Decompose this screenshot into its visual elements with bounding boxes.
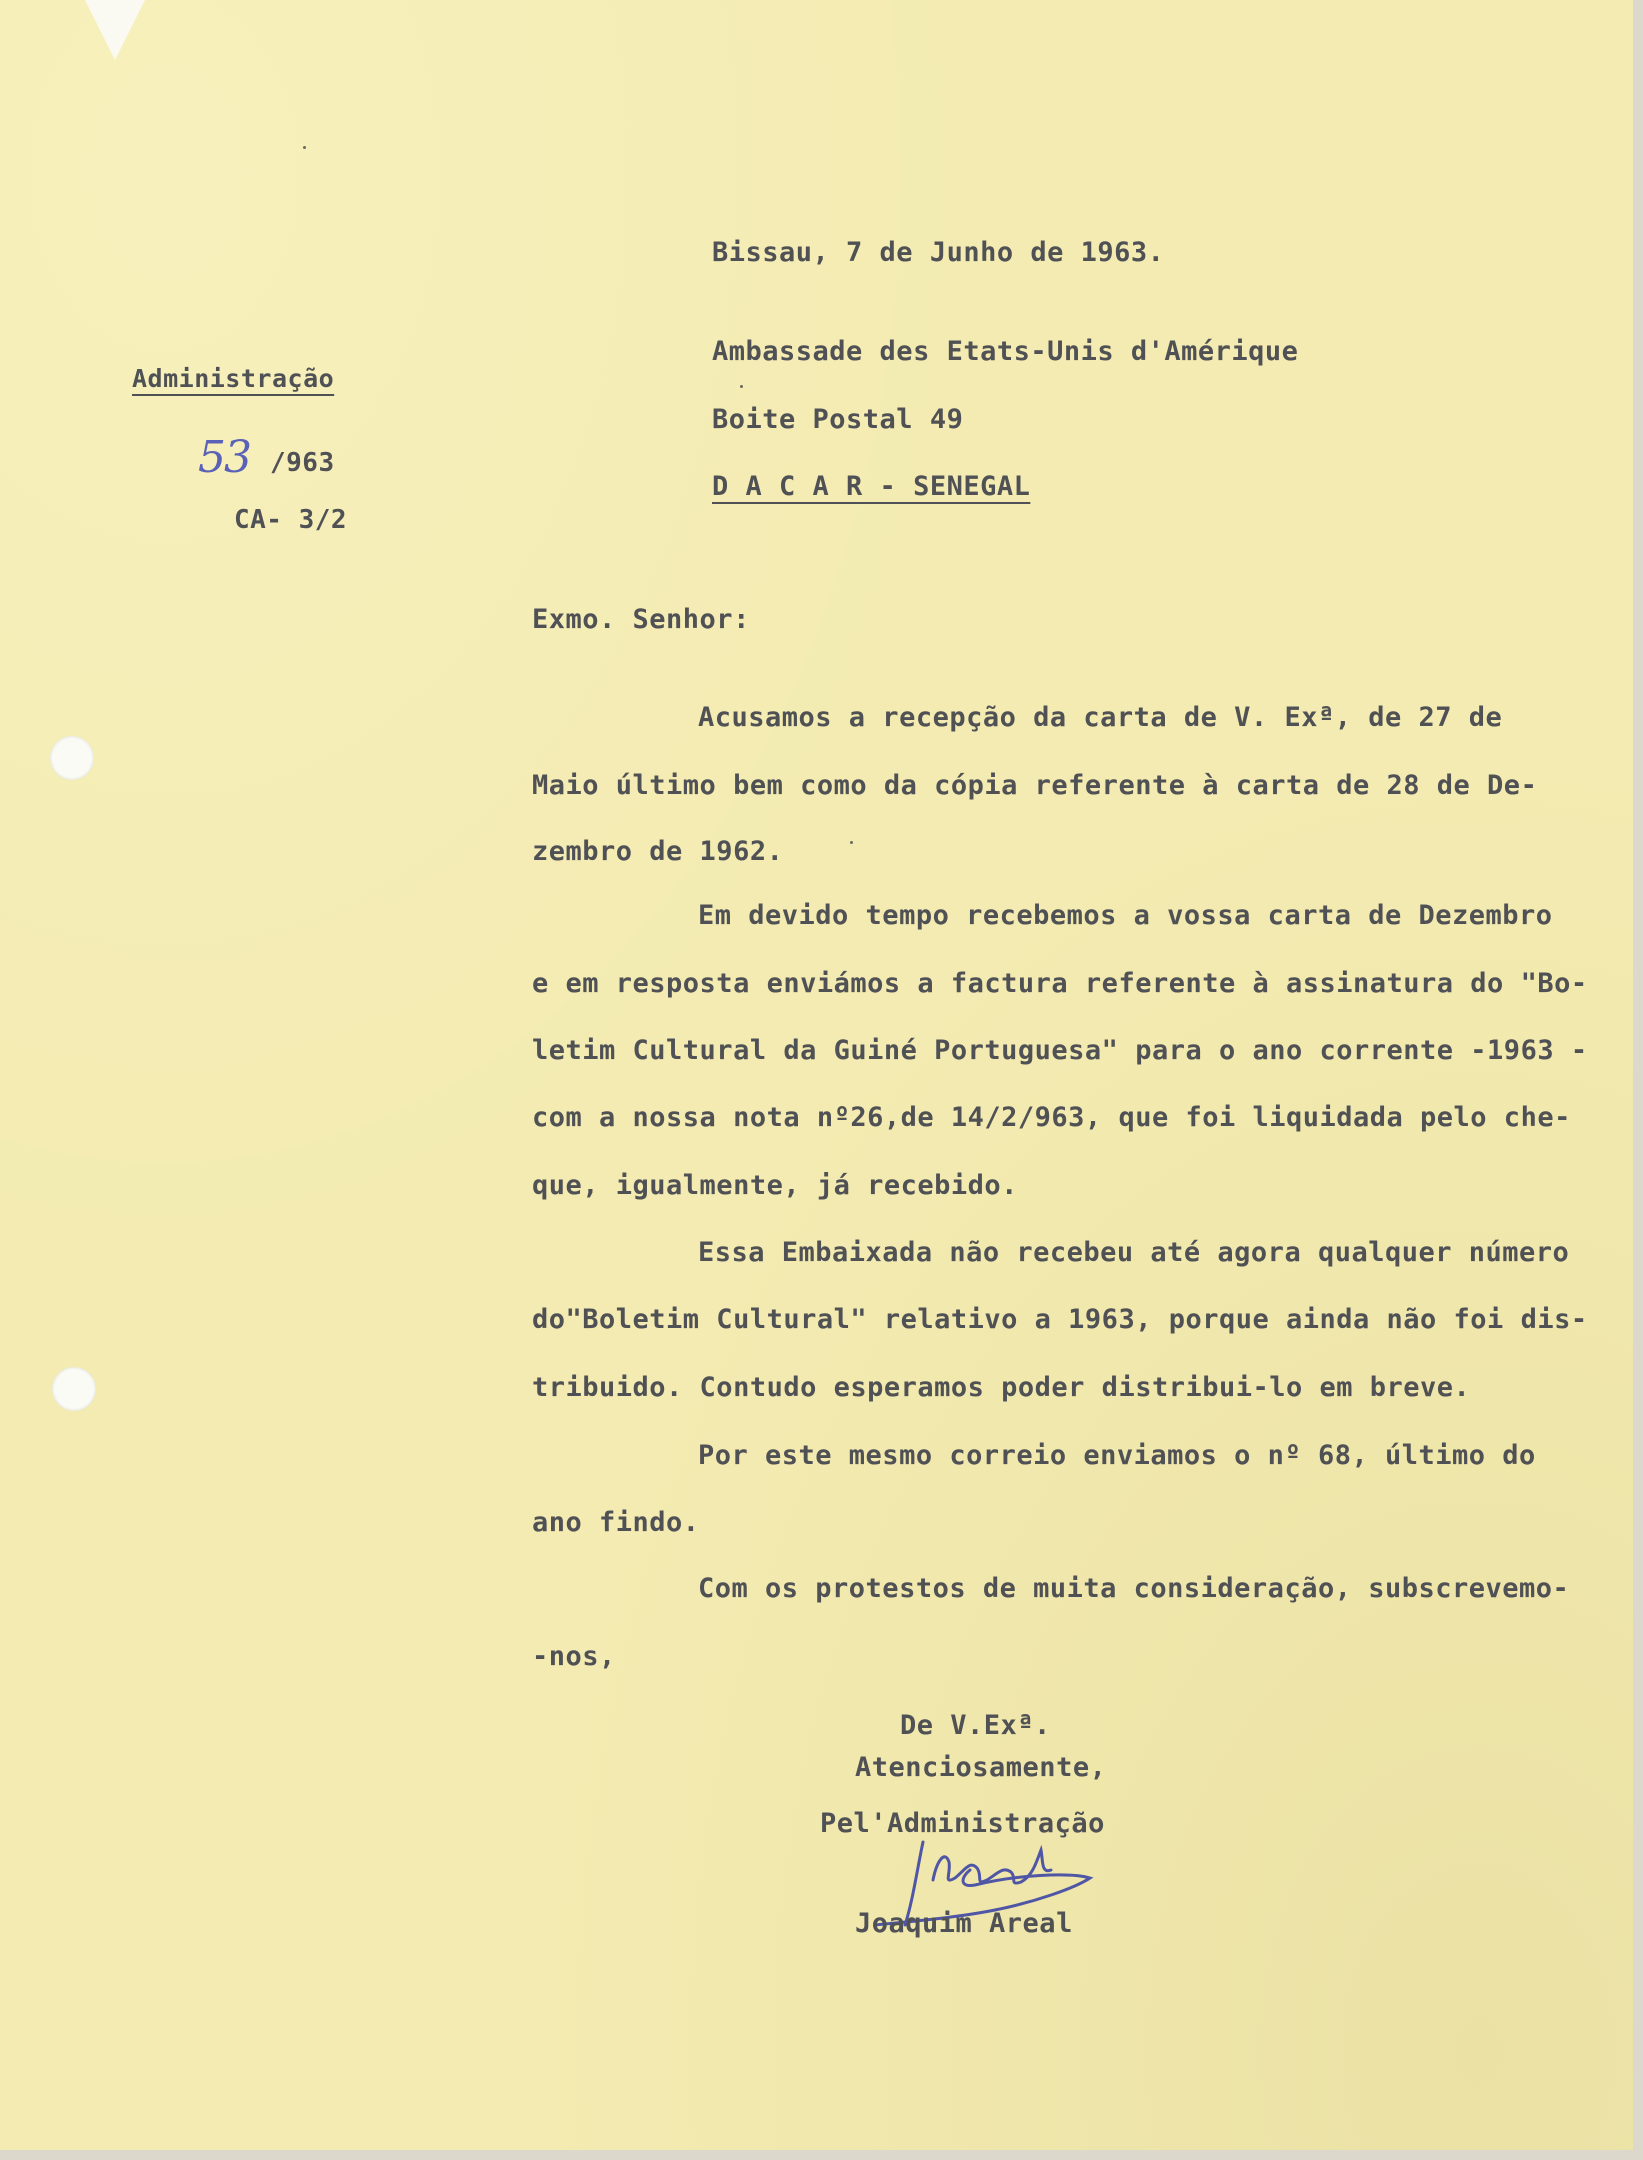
punch-hole-bottom bbox=[52, 1367, 96, 1411]
date-line: Bissau, 7 de Junho de 1963. bbox=[712, 237, 1165, 268]
body-line: do"Boletim Cultural" relativo a 1963, porque ainda não foi dis- bbox=[532, 1304, 1588, 1335]
body-line: com a nossa nota nº26,de 14/2/963, que foi liquidada pelo che- bbox=[532, 1102, 1571, 1133]
body-line: que, igualmente, já recebido. bbox=[532, 1170, 1018, 1201]
torn-corner bbox=[85, 0, 145, 60]
department-heading: Administração bbox=[132, 364, 335, 393]
paper-speck bbox=[740, 385, 743, 388]
body-line: Por este mesmo correio enviamos o nº 68, último do bbox=[698, 1440, 1536, 1471]
recipient-line-2: Boite Postal 49 bbox=[712, 404, 964, 435]
signatory-name: Joaquim Areal bbox=[855, 1908, 1073, 1939]
body-line: Em devido tempo recebemos a vossa carta de Dezembro bbox=[698, 900, 1553, 931]
recipient-line-3: D A C A R - SENEGAL bbox=[712, 471, 1031, 502]
reference-number-suffix: /963 bbox=[270, 448, 335, 478]
body-line: Maio último bem como da cópia referente à carta de 28 de De- bbox=[532, 770, 1538, 801]
body-line: zembro de 1962. bbox=[532, 836, 784, 867]
paper-speck bbox=[303, 146, 306, 149]
body-line: e em resposta enviámos a factura referente à assinatura do "Bo- bbox=[532, 968, 1588, 999]
reference-number-handwritten: 53 bbox=[198, 432, 250, 483]
body-line: Com os protestos de muita consideração, subscrevemo- bbox=[698, 1573, 1570, 1604]
closing-line-3: Pel'Administração bbox=[820, 1808, 1105, 1839]
body-line: letim Cultural da Guiné Portuguesa" para o ano corrente -1963 - bbox=[532, 1035, 1588, 1066]
body-line: Acusamos a recepção da carta de V. Exª, de 27 de bbox=[698, 702, 1503, 733]
reference-code: CA- 3/2 bbox=[234, 505, 348, 535]
page-edge-bottom bbox=[0, 2150, 1643, 2160]
closing-line-1: De V.Exª. bbox=[900, 1710, 1051, 1741]
body-line: tribuido. Contudo esperamos poder distribui-lo em breve. bbox=[532, 1372, 1471, 1403]
paper-speck bbox=[850, 841, 853, 844]
salutation: Exmo. Senhor: bbox=[532, 604, 750, 635]
body-line: -nos, bbox=[532, 1641, 616, 1672]
body-line: Essa Embaixada não recebeu até agora qualquer número bbox=[698, 1237, 1570, 1268]
page-edge-right bbox=[1633, 0, 1643, 2160]
punch-hole-top bbox=[50, 736, 94, 780]
recipient-line-1: Ambassade des Etats-Unis d'Amérique bbox=[712, 336, 1299, 367]
closing-line-2: Atenciosamente, bbox=[855, 1752, 1107, 1783]
body-line: ano findo. bbox=[532, 1507, 700, 1538]
